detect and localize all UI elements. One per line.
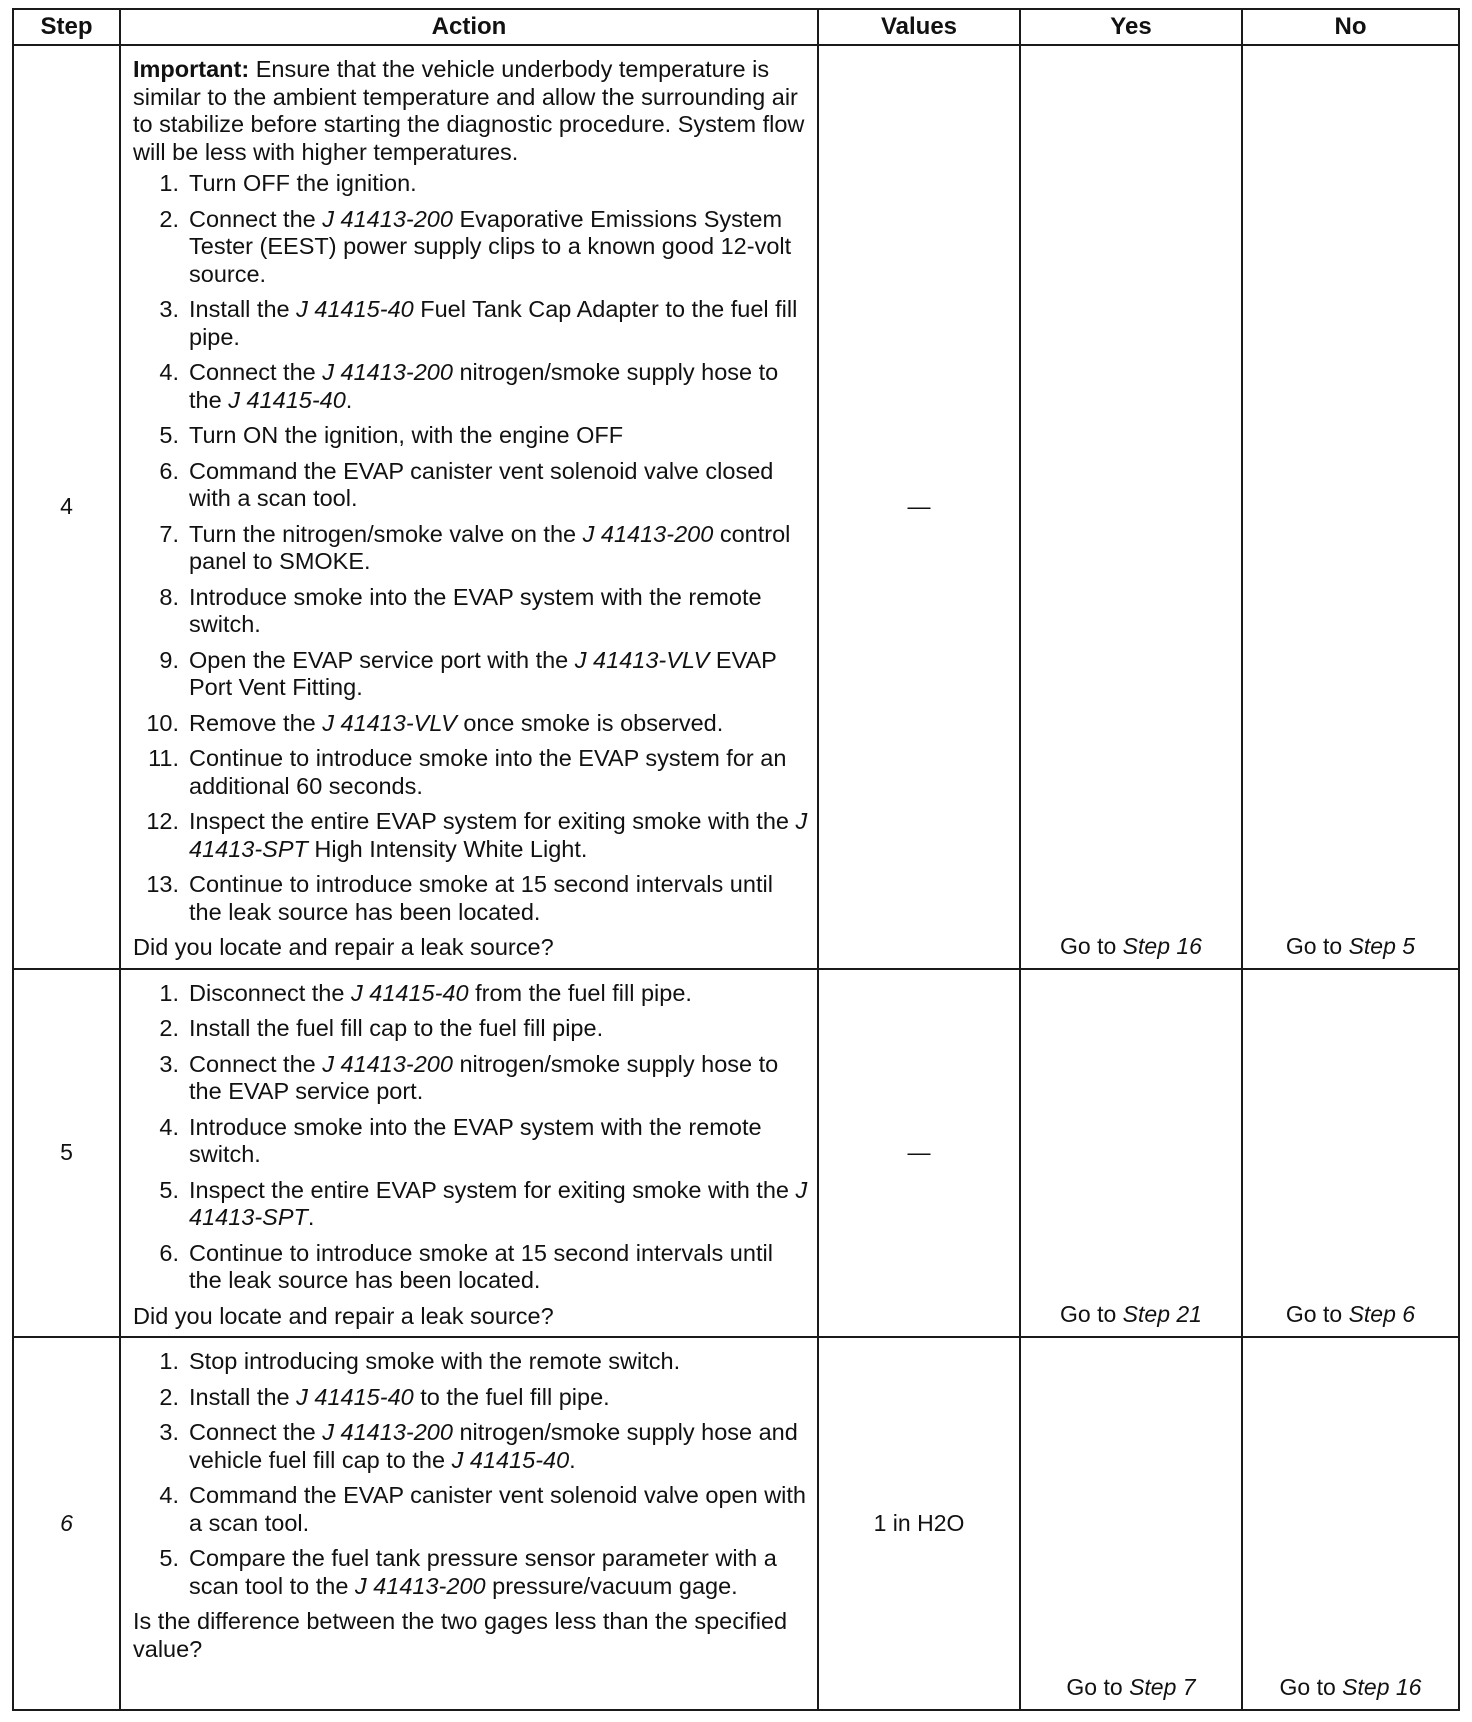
action-text-segment: . <box>307 1204 315 1230</box>
action-list <box>133 1348 809 1600</box>
action-text-segment: Stop introducing smoke with the remote switch. <box>189 1348 681 1374</box>
action-step-item <box>133 1545 809 1600</box>
action-list <box>133 170 809 926</box>
action-step-item <box>133 710 809 738</box>
action-text-segment: nitrogen/smoke supply hose and vehicle fuel fill cap to the <box>189 1419 798 1473</box>
tool-reference: J 41413-200 <box>322 1050 453 1077</box>
important-label: Important: <box>133 56 250 82</box>
action-cell <box>120 969 818 1338</box>
action-cell <box>120 1337 818 1710</box>
yes-cell[interactable] <box>1020 969 1242 1338</box>
header-values: Values <box>818 9 1020 45</box>
action-step-text <box>189 1545 809 1600</box>
yes-step-link[interactable]: Step 16 <box>1122 932 1202 959</box>
action-step-text <box>189 1015 809 1043</box>
action-step-text <box>189 647 809 702</box>
action-step-number: 3. <box>159 296 179 322</box>
important-note <box>133 56 809 166</box>
action-step-number: 12. <box>146 808 179 834</box>
action-text-segment: Disconnect the <box>189 979 351 1006</box>
tool-reference: J 41413-200 <box>582 520 714 547</box>
tool-reference: J 41415-40 <box>296 1383 414 1410</box>
action-step-text <box>189 521 809 576</box>
action-step-number: 1. <box>159 1348 179 1374</box>
action-step-item <box>133 1419 809 1474</box>
action-step-number: 9. <box>159 646 179 673</box>
value-cell: 1 in H2O <box>818 1337 1020 1710</box>
action-text-segment: Continue to introduce smoke at 15 second intervals until the leak source has been located. <box>189 871 773 925</box>
header-action: Action <box>120 9 818 45</box>
action-step-number: 2. <box>159 1383 179 1410</box>
action-step-number: 2. <box>159 1015 179 1041</box>
action-step-text <box>189 1348 809 1376</box>
question-text: Did you locate and repair a leak source? <box>133 934 554 960</box>
action-step-item <box>133 296 809 351</box>
no-step-link[interactable]: Step 6 <box>1348 1301 1416 1327</box>
tool-reference: J 41413-VLV <box>574 646 710 673</box>
action-step-item <box>133 521 809 576</box>
action-step-text <box>189 584 809 639</box>
question-text: Did you locate and repair a leak source? <box>133 1302 554 1329</box>
action-step-number: 11. <box>148 745 179 771</box>
action-step-item <box>133 584 809 639</box>
diagnostic-table <box>12 8 1460 1711</box>
action-text-segment: Turn the nitrogen/smoke valve on the <box>189 520 583 547</box>
table-row-step-4 <box>13 45 1459 969</box>
action-text-segment: Connect the <box>189 1050 323 1077</box>
action-step-text <box>189 1114 809 1169</box>
header-row <box>13 9 1459 45</box>
action-text-segment: control panel to SMOKE. <box>189 520 791 574</box>
action-step-number: 2. <box>159 205 179 232</box>
action-text-segment: to the fuel fill pipe. <box>413 1383 610 1410</box>
action-step-text <box>189 1177 809 1232</box>
header-no: No <box>1242 9 1459 45</box>
no-prefix: Go to <box>1285 1301 1349 1327</box>
yes-prefix: Go to <box>1066 1674 1130 1700</box>
tool-reference: J 41413-VLV <box>322 709 457 736</box>
action-text-segment: nitrogen/smoke supply hose to the EVAP service port. <box>189 1050 779 1104</box>
action-step-item <box>133 647 809 702</box>
no-cell[interactable] <box>1242 45 1459 969</box>
action-step-number: 5. <box>159 1545 179 1571</box>
action-step-number: 8. <box>159 583 179 610</box>
action-step-number: 3. <box>159 1419 179 1445</box>
action-step-item <box>133 1114 809 1169</box>
action-cell <box>120 45 818 969</box>
action-text-segment: Turn OFF the ignition. <box>189 170 417 196</box>
action-step-item <box>133 458 809 513</box>
no-prefix: Go to <box>1285 932 1349 959</box>
tool-reference: J 41415-40 <box>296 296 414 322</box>
action-text-segment: Introduce smoke into the EVAP system with the remote switch. <box>189 583 762 637</box>
action-step-text <box>189 1482 809 1537</box>
action-step-item <box>133 1482 809 1537</box>
tool-reference: J 41413-200 <box>354 1572 486 1599</box>
value-cell: — <box>818 45 1020 969</box>
tool-reference: J 41413-SPT <box>189 808 808 862</box>
action-step-item <box>133 1015 809 1043</box>
no-cell[interactable] <box>1242 969 1459 1338</box>
yes-cell[interactable] <box>1020 1337 1242 1710</box>
yes-cell[interactable] <box>1020 45 1242 969</box>
tool-reference: J 41413-SPT <box>189 1176 808 1230</box>
action-list <box>133 980 809 1295</box>
action-step-text <box>189 745 809 800</box>
action-text-segment: pressure/vacuum gage. <box>485 1572 738 1599</box>
no-step-link[interactable]: Step 16 <box>1342 1674 1422 1700</box>
step-number: 6 <box>13 1337 120 1710</box>
step-number: 4 <box>13 45 120 969</box>
action-text-segment: Connect the <box>189 205 323 232</box>
tool-reference: J 41413-200 <box>322 359 453 385</box>
action-text-segment: Fuel Tank Cap Adapter to the fuel fill pipe. <box>189 296 798 350</box>
no-prefix: Go to <box>1279 1674 1343 1700</box>
yes-prefix: Go to <box>1060 932 1123 959</box>
table-row-step-6 <box>13 1337 1459 1710</box>
action-step-number: 7. <box>159 520 179 547</box>
action-step-item <box>133 206 809 289</box>
action-text-segment: once smoke is observed. <box>456 709 724 736</box>
header-yes: Yes <box>1020 9 1242 45</box>
tool-reference: J 41415-40 <box>350 979 469 1006</box>
action-step-number: 5. <box>159 422 179 448</box>
action-step-item <box>133 1384 809 1412</box>
action-step-text <box>189 458 809 513</box>
action-step-item <box>133 1177 809 1232</box>
action-step-item <box>133 980 809 1008</box>
action-step-number: 1. <box>159 979 179 1006</box>
header-step: Step <box>13 9 120 45</box>
tool-reference: J 41415-40 <box>228 386 346 413</box>
action-step-text <box>189 710 809 738</box>
action-text-segment: Continue to introduce smoke at 15 second intervals until the leak source has been located. <box>189 1239 773 1293</box>
action-step-number: 4. <box>159 1113 179 1140</box>
action-step-text <box>189 871 809 926</box>
action-text-segment: High Intensity White Light. <box>307 835 588 862</box>
action-text-segment: Command the EVAP canister vent solenoid valve closed with a scan tool. <box>189 457 774 511</box>
yes-step-link[interactable]: Step 7 <box>1129 1674 1196 1700</box>
tool-reference: J 41413-200 <box>322 1419 453 1445</box>
tool-reference: J 41413-200 <box>322 205 453 232</box>
action-text-segment: . <box>345 386 353 413</box>
action-text-segment: Open the EVAP service port with the <box>189 646 575 673</box>
action-step-text <box>189 1240 809 1295</box>
action-step-number: 6. <box>159 457 179 484</box>
action-step-number: 6. <box>159 1239 179 1266</box>
action-step-text <box>189 980 809 1008</box>
no-step-link[interactable]: Step 5 <box>1348 932 1416 959</box>
yes-prefix: Go to <box>1060 1301 1123 1327</box>
action-step-text <box>189 1051 809 1106</box>
action-step-number: 4. <box>159 1482 179 1508</box>
no-cell[interactable] <box>1242 1337 1459 1710</box>
action-text-segment: EVAP Port Vent Fitting. <box>189 646 777 700</box>
action-text-segment: Evaporative Emissions System Tester (EEST) power supply clips to a known good 12-volt source. <box>189 205 792 287</box>
action-step-item <box>133 1051 809 1106</box>
action-step-item <box>133 422 809 450</box>
action-step-item <box>133 170 809 198</box>
action-step-text <box>189 1384 809 1412</box>
action-step-number: 4. <box>159 359 179 385</box>
action-step-item <box>133 808 809 863</box>
action-text-segment: Connect the <box>189 1419 323 1445</box>
tool-reference: J 41415-40 <box>451 1446 570 1473</box>
action-step-item <box>133 1240 809 1295</box>
step-number: 5 <box>13 969 120 1338</box>
action-step-text <box>189 1419 809 1474</box>
action-text-segment: nitrogen/smoke supply hose to the <box>189 359 779 413</box>
action-text-segment: Inspect the entire EVAP system for exiting smoke with the <box>189 1176 796 1203</box>
action-step-item <box>133 1348 809 1376</box>
action-step-number: 5. <box>159 1176 179 1203</box>
action-step-text <box>189 359 809 414</box>
action-text-segment: Turn ON the ignition, with the engine OFF <box>189 422 624 448</box>
action-text-segment: . <box>569 1446 576 1473</box>
action-text-segment: Command the EVAP canister vent solenoid valve open with a scan tool. <box>189 1482 807 1536</box>
action-step-text <box>189 296 809 351</box>
action-step-text <box>189 170 809 198</box>
action-step-item <box>133 359 809 414</box>
important-text: Ensure that the vehicle underbody temperature is similar to the ambient temperature and allow the surrounding air to stabilize before starting the diagnostic procedure. System flow will be less with higher temperatures. <box>133 56 805 165</box>
action-text-segment: Continue to introduce smoke into the EVAP system for an additional 60 seconds. <box>189 745 787 799</box>
table-row-step-5 <box>13 969 1459 1338</box>
action-step-item <box>133 745 809 800</box>
action-text-segment: Install the <box>189 296 297 322</box>
action-step-text <box>189 206 809 289</box>
yes-step-link[interactable]: Step 21 <box>1122 1301 1202 1327</box>
question-text: Is the difference between the two gages less than the specified value? <box>133 1608 788 1662</box>
action-text-segment: Remove the <box>189 709 323 736</box>
action-text-segment: Install the fuel fill cap to the fuel fill pipe. <box>189 1015 604 1041</box>
action-step-text <box>189 422 809 450</box>
value-cell: — <box>818 969 1020 1338</box>
action-step-number: 1. <box>159 170 179 196</box>
action-step-number: 10. <box>146 709 179 736</box>
action-text-segment: Install the <box>189 1383 297 1410</box>
action-step-number: 3. <box>159 1050 179 1077</box>
action-text-segment: Inspect the entire EVAP system for exiting smoke with the <box>189 808 796 834</box>
action-step-item <box>133 871 809 926</box>
action-step-number: 13. <box>146 871 179 897</box>
action-text-segment: Introduce smoke into the EVAP system with the remote switch. <box>189 1113 762 1167</box>
action-text-segment: Compare the fuel tank pressure sensor parameter with a scan tool to the <box>189 1545 777 1599</box>
action-text-segment: Connect the <box>189 359 323 385</box>
action-text-segment: from the fuel fill pipe. <box>468 979 692 1006</box>
action-step-text <box>189 808 809 863</box>
